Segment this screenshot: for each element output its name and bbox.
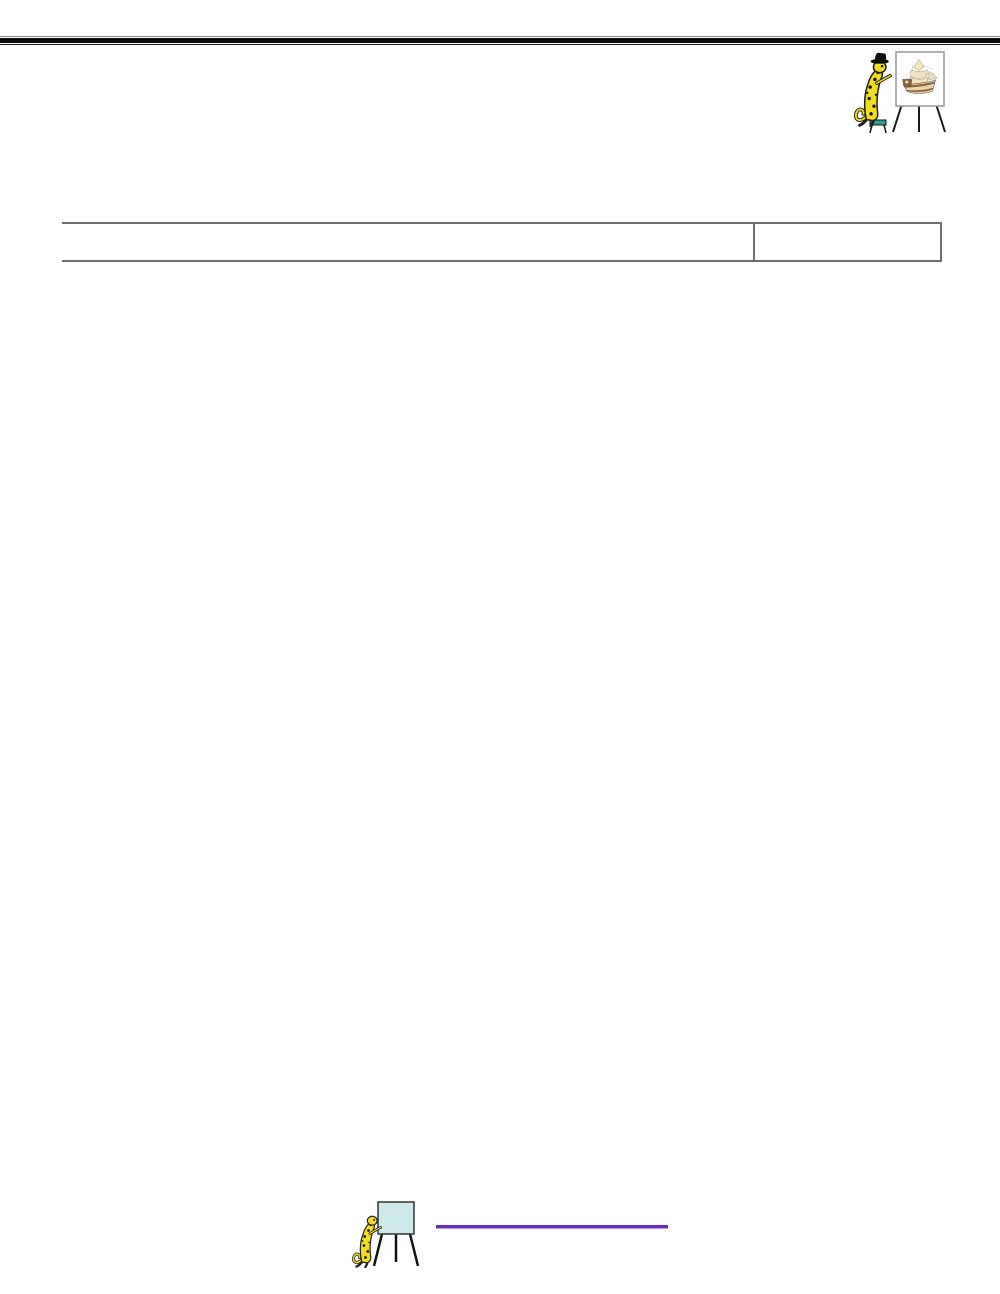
salamander-pilgrim-easel-logo: [850, 44, 950, 136]
footer-underline: [436, 1225, 668, 1229]
how-many-header: [753, 224, 940, 260]
math-salamanders-footer-logo: [348, 1196, 678, 1270]
chalkboard: [378, 1202, 414, 1234]
salamander-pilgrim-icon: [856, 53, 890, 127]
easel-canvas: [896, 52, 944, 106]
worksheet-table: [62, 222, 942, 262]
table-header-row: [62, 224, 940, 262]
header-spacer: [62, 224, 753, 260]
